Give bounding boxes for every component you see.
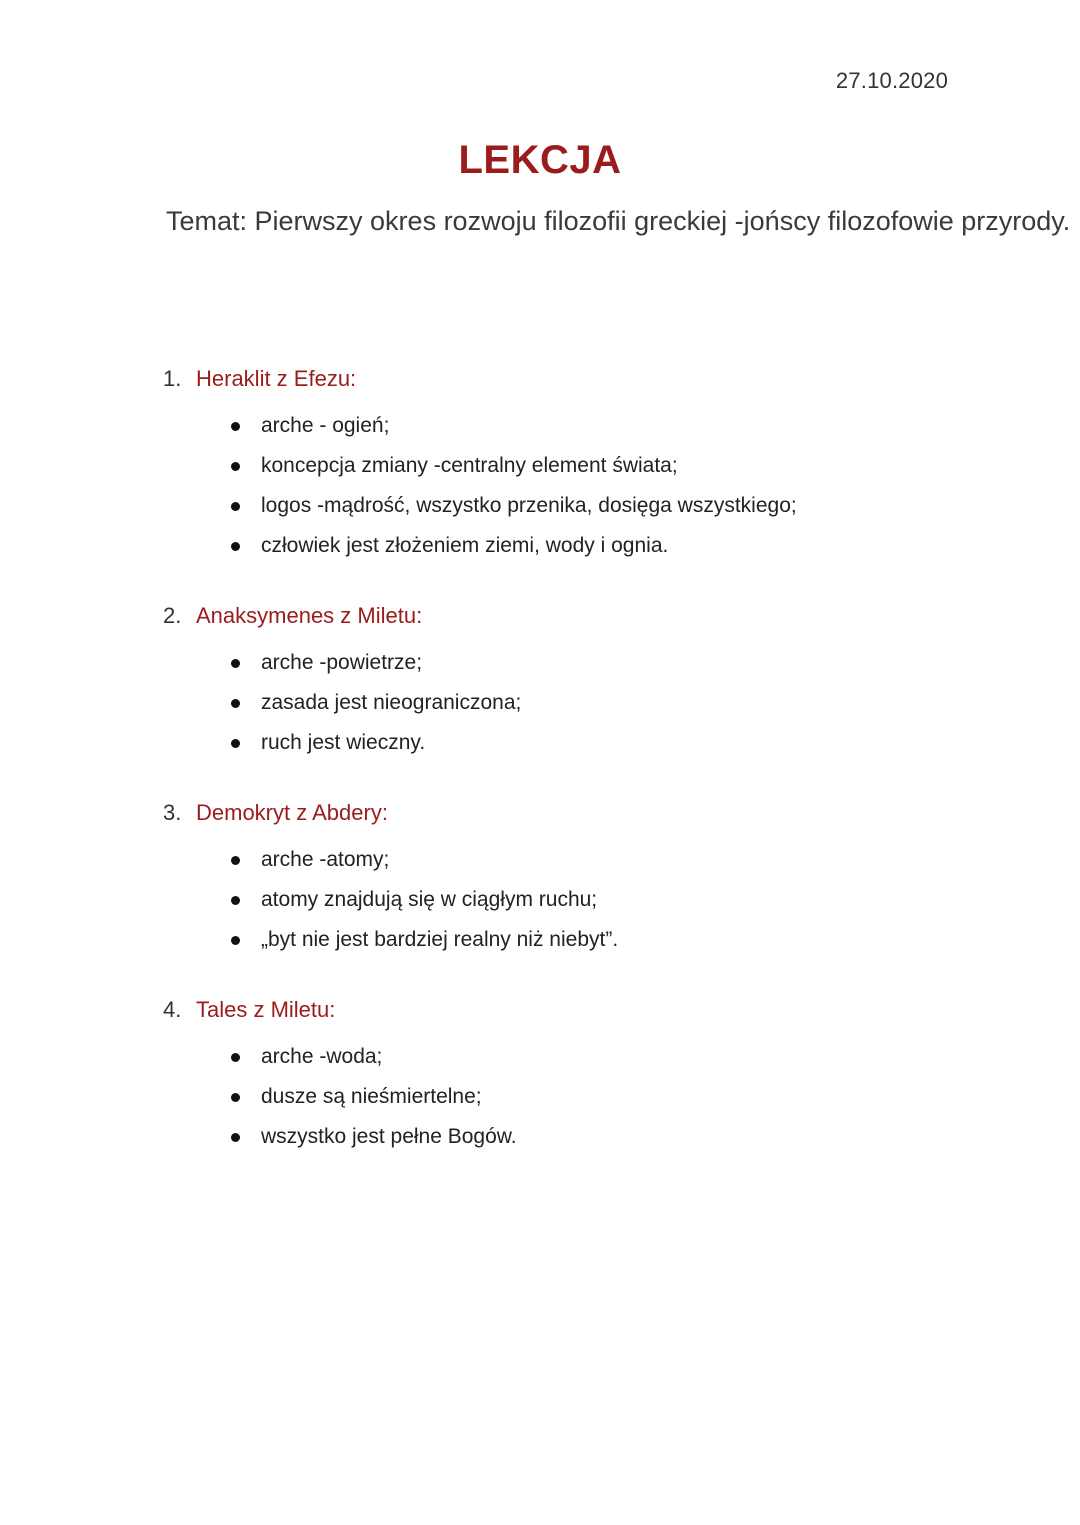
section-number: 1.: [163, 366, 182, 391]
section-title: Heraklit z Efezu:: [196, 366, 357, 391]
section-title: Demokryt z Abdery:: [196, 800, 388, 825]
section-heraklit: [163, 366, 963, 566]
page-title: LEKCJA: [458, 138, 622, 182]
section-number: 2.: [163, 603, 182, 628]
list-item: [231, 643, 963, 683]
list-item: [231, 1117, 963, 1157]
bullet-icon: [231, 1053, 240, 1062]
list-item-text: logos -mądrość, wszystko przenika, dosięga wszystkiego;: [261, 494, 797, 517]
list-item: [231, 486, 963, 526]
section-number: 3.: [163, 800, 182, 825]
bullet-list: [163, 406, 963, 566]
bullet-icon: [231, 422, 240, 431]
bullet-list: [163, 1037, 963, 1157]
list-item-text: arche -woda;: [261, 1045, 383, 1068]
section-demokryt: [163, 800, 963, 960]
list-item-text: wszystko jest pełne Bogów.: [261, 1125, 517, 1148]
bullet-icon: [231, 739, 240, 748]
philosophers-list: [163, 366, 963, 1194]
bullet-icon: [231, 502, 240, 511]
list-item-text: zasada jest nieograniczona;: [261, 691, 522, 714]
list-item: [231, 1077, 963, 1117]
list-item: [231, 526, 963, 566]
bullet-icon: [231, 856, 240, 865]
section-heading: [163, 366, 963, 400]
section-title: Tales z Miletu:: [196, 997, 336, 1022]
section-heading: [163, 603, 963, 637]
section-number: 4.: [163, 997, 182, 1022]
bullet-list: [163, 840, 963, 960]
section-anaksymenes: [163, 603, 963, 763]
list-item-text: arche -powietrze;: [261, 651, 423, 674]
list-item: [231, 920, 963, 960]
lesson-topic: Temat: Pierwszy okres rozwoju filozofii greckiej -jońscy filozofowie przyrody.: [166, 206, 1071, 236]
list-item-text: arche -atomy;: [261, 848, 390, 871]
section-title: Anaksymenes z Miletu:: [196, 603, 423, 628]
list-item: [231, 446, 963, 486]
section-tales: [163, 997, 963, 1157]
list-item-text: dusze są nieśmiertelne;: [261, 1085, 482, 1108]
bullet-icon: [231, 1133, 240, 1142]
bullet-icon: [231, 699, 240, 708]
list-item-text: atomy znajdują się w ciągłym ruchu;: [261, 888, 598, 911]
list-item-text: „byt nie jest bardziej realny niż niebyt”.: [261, 928, 619, 951]
bullet-icon: [231, 1093, 240, 1102]
list-item: [231, 406, 963, 446]
bullet-icon: [231, 659, 240, 668]
section-heading: [163, 800, 963, 834]
list-item: [231, 683, 963, 723]
bullet-icon: [231, 462, 240, 471]
list-item: [231, 840, 963, 880]
bullet-icon: [231, 542, 240, 551]
list-item: [231, 723, 963, 763]
bullet-list: [163, 643, 963, 763]
list-item: [231, 880, 963, 920]
list-item: [231, 1037, 963, 1077]
document-date: 27.10.2020: [835, 68, 948, 93]
list-item-text: człowiek jest złożeniem ziemi, wody i ognia.: [261, 534, 669, 557]
section-heading: [163, 997, 963, 1031]
list-item-text: arche - ogień;: [261, 414, 390, 437]
bullet-icon: [231, 896, 240, 905]
list-item-text: ruch jest wieczny.: [261, 731, 426, 754]
list-item-text: koncepcja zmiany -centralny element świata;: [261, 454, 678, 477]
bullet-icon: [231, 936, 240, 945]
